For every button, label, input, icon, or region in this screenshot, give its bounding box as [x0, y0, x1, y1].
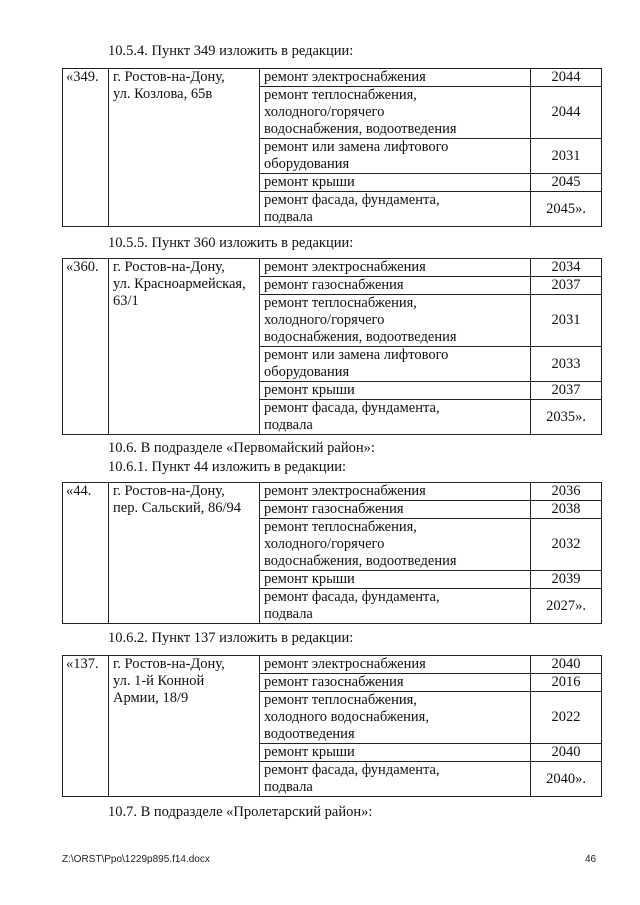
work-type-cell	[260, 174, 531, 192]
work-type-line: ремонт газоснабжения	[264, 501, 404, 517]
address-cell	[109, 259, 260, 435]
work-type-line: ремонт электроснабжения	[264, 259, 426, 275]
work-type-line: ремонт фасада, фундамента,	[264, 762, 440, 778]
paragraph-10-7: 10.7. В подразделе «Пролетарский район»:	[108, 804, 373, 820]
work-type-line: ремонт фасада, фундамента,	[264, 192, 440, 208]
work-type-line: водоснабжения, водоотведения	[264, 121, 457, 137]
repair-schedule-table	[62, 482, 602, 624]
address-line: ул. 1-й Конной	[113, 673, 205, 689]
work-type-line: ремонт электроснабжения	[264, 656, 426, 672]
item-number: «360.	[63, 259, 109, 435]
table-row	[63, 656, 602, 674]
repair-schedule-table	[62, 68, 602, 227]
address-line: Армии, 18/9	[113, 690, 189, 706]
work-type-line: ремонт крыши	[264, 382, 355, 398]
item-number: «44.	[63, 483, 109, 624]
table-row	[63, 259, 602, 277]
work-type-line: подвала	[264, 606, 313, 622]
work-type-line: холодного/горячего	[264, 312, 385, 328]
repair-schedule-table	[62, 258, 602, 435]
work-type-line: холодного водоснабжения,	[264, 709, 429, 725]
work-type-line: ремонт теплоснабжения,	[264, 295, 417, 311]
work-type-cell	[260, 192, 531, 227]
work-type-cell	[260, 674, 531, 692]
address-line: г. Ростов-на-Дону,	[113, 69, 225, 85]
address-line: 63/1	[113, 293, 139, 309]
work-type-cell	[260, 656, 531, 674]
paragraph-10-5-4: 10.5.4. Пункт 349 изложить в редакции:	[108, 43, 354, 59]
work-type-cell	[260, 87, 531, 139]
year-cell: 2033	[531, 347, 602, 382]
year-cell: 2040	[531, 656, 602, 674]
year-cell: 2044	[531, 87, 602, 139]
address-line: г. Ростов-на-Дону,	[113, 259, 225, 275]
work-type-line: холодного/горячего	[264, 104, 385, 120]
work-type-line: оборудования	[264, 364, 350, 380]
table-row	[63, 483, 602, 501]
year-cell: 2035».	[531, 400, 602, 435]
year-cell: 2031	[531, 139, 602, 174]
work-type-line: ремонт крыши	[264, 571, 355, 587]
year-cell: 2016	[531, 674, 602, 692]
footer-file-path: Z:\ORST\Ppo\1229p895.f14.docx	[62, 854, 210, 865]
year-cell: 2040».	[531, 762, 602, 797]
year-cell: 2045».	[531, 192, 602, 227]
footer-page-number: 46	[585, 854, 597, 865]
work-type-line: ремонт газоснабжения	[264, 277, 404, 293]
year-cell: 2039	[531, 571, 602, 589]
paragraph-10-6-2: 10.6.2. Пункт 137 изложить в редакции:	[108, 630, 354, 646]
work-type-cell	[260, 483, 531, 501]
work-type-line: ремонт фасада, фундамента,	[264, 400, 440, 416]
work-type-cell	[260, 501, 531, 519]
year-cell: 2038	[531, 501, 602, 519]
item-number: «349.	[63, 69, 109, 227]
year-cell: 2027».	[531, 589, 602, 624]
paragraph-10-5-5: 10.5.5. Пункт 360 изложить в редакции:	[108, 235, 354, 251]
work-type-line: ремонт или замена лифтового	[264, 139, 449, 155]
year-cell: 2045	[531, 174, 602, 192]
work-type-cell	[260, 295, 531, 347]
repair-schedule-table	[62, 655, 602, 797]
work-type-cell	[260, 692, 531, 744]
address-cell	[109, 69, 260, 227]
work-type-cell	[260, 382, 531, 400]
work-type-line: ремонт теплоснабжения,	[264, 519, 417, 535]
year-cell: 2036	[531, 483, 602, 501]
work-type-line: подвала	[264, 417, 313, 433]
work-type-line: ремонт крыши	[264, 174, 355, 190]
year-cell: 2040	[531, 744, 602, 762]
work-type-line: водоснабжения, водоотведения	[264, 329, 457, 345]
year-cell: 2032	[531, 519, 602, 571]
address-line: ул. Козлова, 65в	[113, 86, 213, 102]
work-type-cell	[260, 744, 531, 762]
work-type-cell	[260, 762, 531, 797]
work-type-line: ремонт фасада, фундамента,	[264, 589, 440, 605]
year-cell: 2037	[531, 382, 602, 400]
work-type-cell	[260, 400, 531, 435]
work-type-line: холодного/горячего	[264, 536, 385, 552]
work-type-line: ремонт электроснабжения	[264, 69, 426, 85]
item-number: «137.	[63, 656, 109, 797]
address-line: пер. Сальский, 86/94	[113, 500, 242, 516]
work-type-cell	[260, 69, 531, 87]
work-type-line: ремонт электроснабжения	[264, 483, 426, 499]
paragraph-10-6-1: 10.6.1. Пункт 44 изложить в редакции:	[108, 459, 347, 475]
address-line: г. Ростов-на-Дону,	[113, 656, 225, 672]
year-cell: 2034	[531, 259, 602, 277]
work-type-line: ремонт или замена лифтового	[264, 347, 449, 363]
work-type-cell	[260, 571, 531, 589]
work-type-cell	[260, 519, 531, 571]
work-type-line: водоотведения	[264, 726, 355, 742]
address-cell	[109, 656, 260, 797]
work-type-line: ремонт теплоснабжения,	[264, 692, 417, 708]
work-type-cell	[260, 277, 531, 295]
year-cell: 2037	[531, 277, 602, 295]
year-cell: 2031	[531, 295, 602, 347]
address-line: ул. Красноармейская,	[113, 276, 246, 292]
work-type-line: ремонт газоснабжения	[264, 674, 404, 690]
work-type-cell	[260, 589, 531, 624]
work-type-cell	[260, 139, 531, 174]
address-line: г. Ростов-на-Дону,	[113, 483, 225, 499]
year-cell: 2022	[531, 692, 602, 744]
work-type-line: подвала	[264, 779, 313, 795]
work-type-line: водоснабжения, водоотведения	[264, 553, 457, 569]
work-type-line: ремонт крыши	[264, 744, 355, 760]
address-cell	[109, 483, 260, 624]
year-cell: 2044	[531, 69, 602, 87]
work-type-cell	[260, 259, 531, 277]
work-type-line: подвала	[264, 209, 313, 225]
table-row	[63, 69, 602, 87]
work-type-line: ремонт теплоснабжения,	[264, 87, 417, 103]
paragraph-10-6: 10.6. В подразделе «Первомайский район»:	[108, 440, 375, 456]
work-type-cell	[260, 347, 531, 382]
work-type-line: оборудования	[264, 156, 350, 172]
